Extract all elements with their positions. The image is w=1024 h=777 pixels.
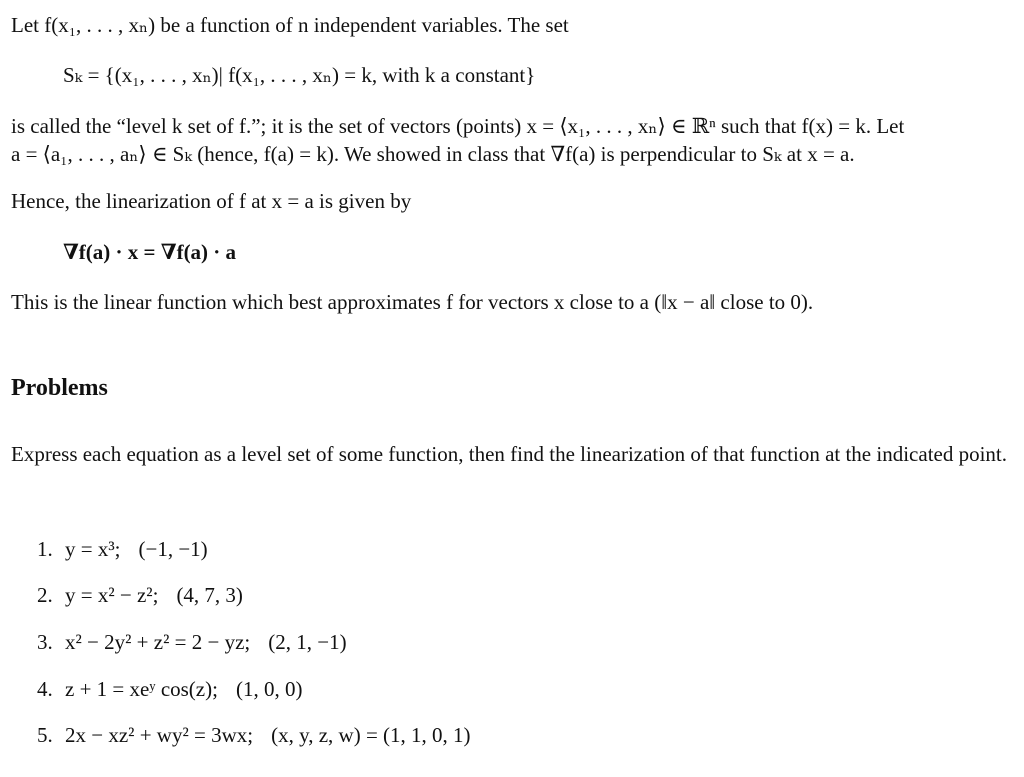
problem-point: (−1, −1) — [138, 537, 208, 561]
problem-equation: y = x³; — [65, 537, 121, 561]
problems-heading: Problems — [11, 375, 108, 401]
intro-line-4 — [11, 187, 411, 215]
intro-line-3 — [11, 140, 855, 168]
problem-item-5 — [37, 721, 471, 749]
problem-number: 5. — [37, 723, 53, 747]
linearization-formula — [63, 238, 236, 266]
problems-instructions: Express each equation as a level set of some function, then find the linearization of that function at the indicated point. — [11, 442, 1008, 466]
intro-line-2 — [11, 112, 904, 140]
problem-number: 1. — [37, 537, 53, 561]
intro-line-1-text: Let f(x₁, . . . , xₙ) be a function of n independent variables. The set — [11, 13, 569, 37]
problem-equation: x² − 2y² + z² = 2 − yz; — [65, 630, 251, 654]
problem-item-2 — [37, 581, 243, 609]
problem-item-1 — [37, 535, 208, 563]
problem-equation: 2x − xz² + wy² = 3wx; — [65, 723, 254, 747]
problem-point: (4, 7, 3) — [176, 583, 243, 607]
problem-number: 2. — [37, 583, 53, 607]
intro-line-5 — [11, 288, 813, 316]
problem-point: (x, y, z, w) = (1, 1, 0, 1) — [271, 723, 471, 747]
intro-line-4-text: Hence, the linearization of f at x = a is given by — [11, 189, 412, 213]
level-set-definition — [63, 61, 535, 89]
intro-line-1 — [11, 11, 569, 39]
intro-line-3-text: a = ⟨a₁, . . . , aₙ⟩ ∈ Sₖ (hence, f(a) = k). We showed in class that ∇f(a) is perpendicular to Sₖ at x = a. — [11, 142, 855, 166]
problem-number: 4. — [37, 677, 53, 701]
intro-line-5-text: This is the linear function which best approximates f for vectors x close to a (‖x − a‖ close to 0). — [11, 290, 814, 314]
problem-number: 3. — [37, 630, 53, 654]
level-set-definition-text: Sₖ = {(x₁, . . . , xₙ)| f(x₁, . . . , xₙ) = k, with k a constant} — [63, 63, 536, 87]
problem-equation: y = x² − z²; — [65, 583, 159, 607]
problem-item-4 — [37, 675, 302, 703]
linearization-formula-text: ∇f(a) · x = ∇f(a) · a — [63, 240, 237, 264]
problem-point: (1, 0, 0) — [235, 677, 303, 701]
problem-item-3 — [37, 628, 347, 656]
problem-equation: z + 1 = xeʸ cos(z); — [65, 677, 218, 701]
intro-line-2-text: is called the “level k set of f.”; it is the set of vectors (points) x = ⟨x₁, . . . , xₙ⟩ ∈ ℝⁿ such that f(x) = k. Let — [11, 114, 905, 138]
problem-point: (2, 1, −1) — [268, 630, 347, 654]
